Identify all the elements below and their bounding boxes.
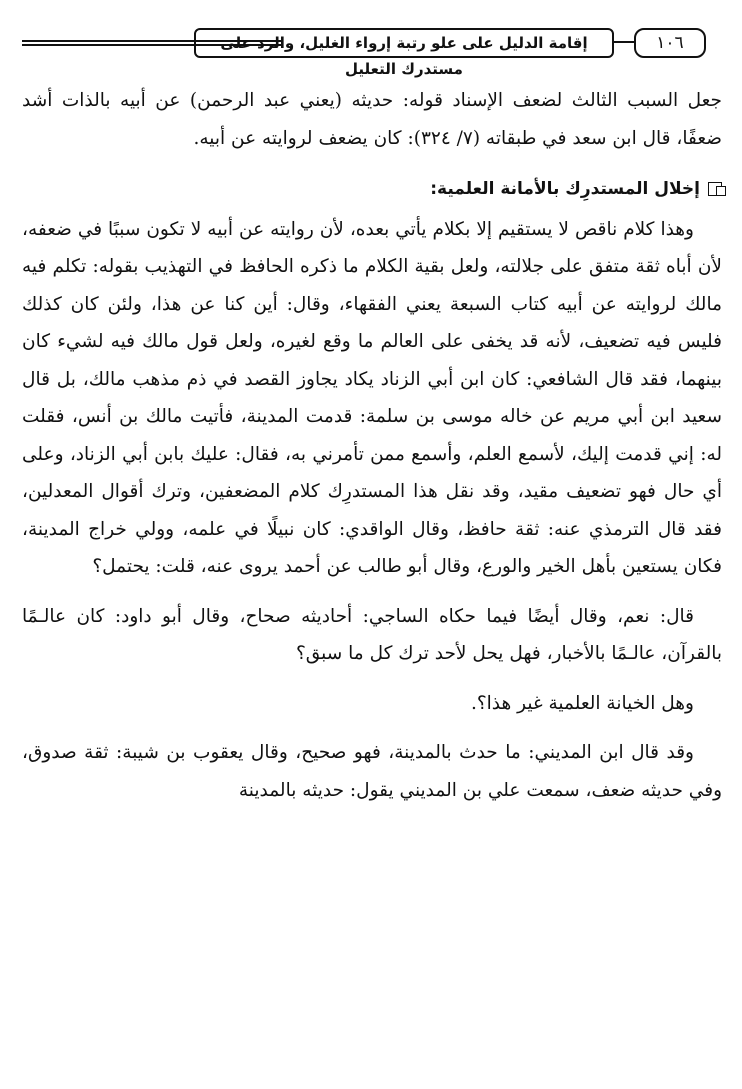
page-number: ١٠٦ xyxy=(634,28,706,58)
body-paragraph: وهذا كلام ناقص لا يستقيم إلا بكلام يأتي بعده، لأن روايته عن أبيه لا تكون سببًا في ضعفه، لأن أباه ثقة متفق على جلالته، ولعل بقية الكلام ما ذكره الحافظ في التهذيب بقوله: تكلم فيه مالك لروايته عن أبيه كتاب السبعة يعني الفقهاء، وقال: أين كنا عن هذا، ولئن كان كذلك فليس فيه تضعيف، لأنه قد يخفى على العالم ما وقع لغيره، ولعل قول مالك فيه لشيء كان بينهما، فقد قال الشافعي: كان ابن أبي الزناد يكاد يجاوز القصد في ذم مذهب مالك، بل قال سعيد ابن أبي مريم عن خاله موسى بن سلمة: قدمت المدينة، فأتيت مالك بن أنس، فقلت له: إني قدمت إليك، لأسمع العلم، وأسمع ممن تأمرني به، فقال: عليك بابن أبي الزناد، وعلى أي حال فهو تضعيف مقيد، وقد نقل هذا المستدرِك كلام المضعفين، وترك أقوال المعدلين، فقد قال الترمذي عنه: ثقة حافظ، وقال الواقدي: كان نبيلًا في علمه، وولي خراج المدينة، فكان يستعين بأهل الخير والورع، وقال أبو طالب عن أحمد يروى عنه، قلت: يحتمل؟ xyxy=(22,218,722,577)
body-paragraph: قال: نعم، وقال أيضًا فيما حكاه الساجي: أحاديثه صحاح، وقال أبو داود: كان عالـمًا بالقرآن، عالـمًا بالأخبار، فهل يحل لأحد ترك كل ما سبق؟ xyxy=(22,605,722,664)
header-connector xyxy=(614,41,634,43)
document-icon xyxy=(708,182,722,196)
running-title: إقامة الدليل على علو رتبة إرواء الغليل، والرد على مستدرك التعليل xyxy=(194,28,614,58)
section-heading xyxy=(22,171,722,209)
page-header xyxy=(22,22,722,78)
book-page xyxy=(22,22,722,809)
section-heading-text: إخلال المستدرِك بالأمانة العلمية: xyxy=(430,179,700,199)
intro-paragraph: جعل السبب الثالث لضعف الإسناد قوله: حديثه (يعني عبد الرحمن) عن أبيه بالذات أشد ضعفًا، قال ابن سعد في طبقاته (٧/ ٣٢٤): كان يضعف لروايته عن أبيه. xyxy=(22,90,722,149)
body-paragraph: وهل الخيانة العلمية غير هذا؟. xyxy=(470,692,694,714)
body-paragraph: وقد قال ابن المديني: ما حدث بالمدينة، فهو صحيح، وقال يعقوب بن شيبة: ثقة صدوق، وفي حديثه ضعف، سمعت علي بن المديني يقول: حديثه بالمدينة xyxy=(22,742,722,801)
page-content xyxy=(22,82,722,809)
